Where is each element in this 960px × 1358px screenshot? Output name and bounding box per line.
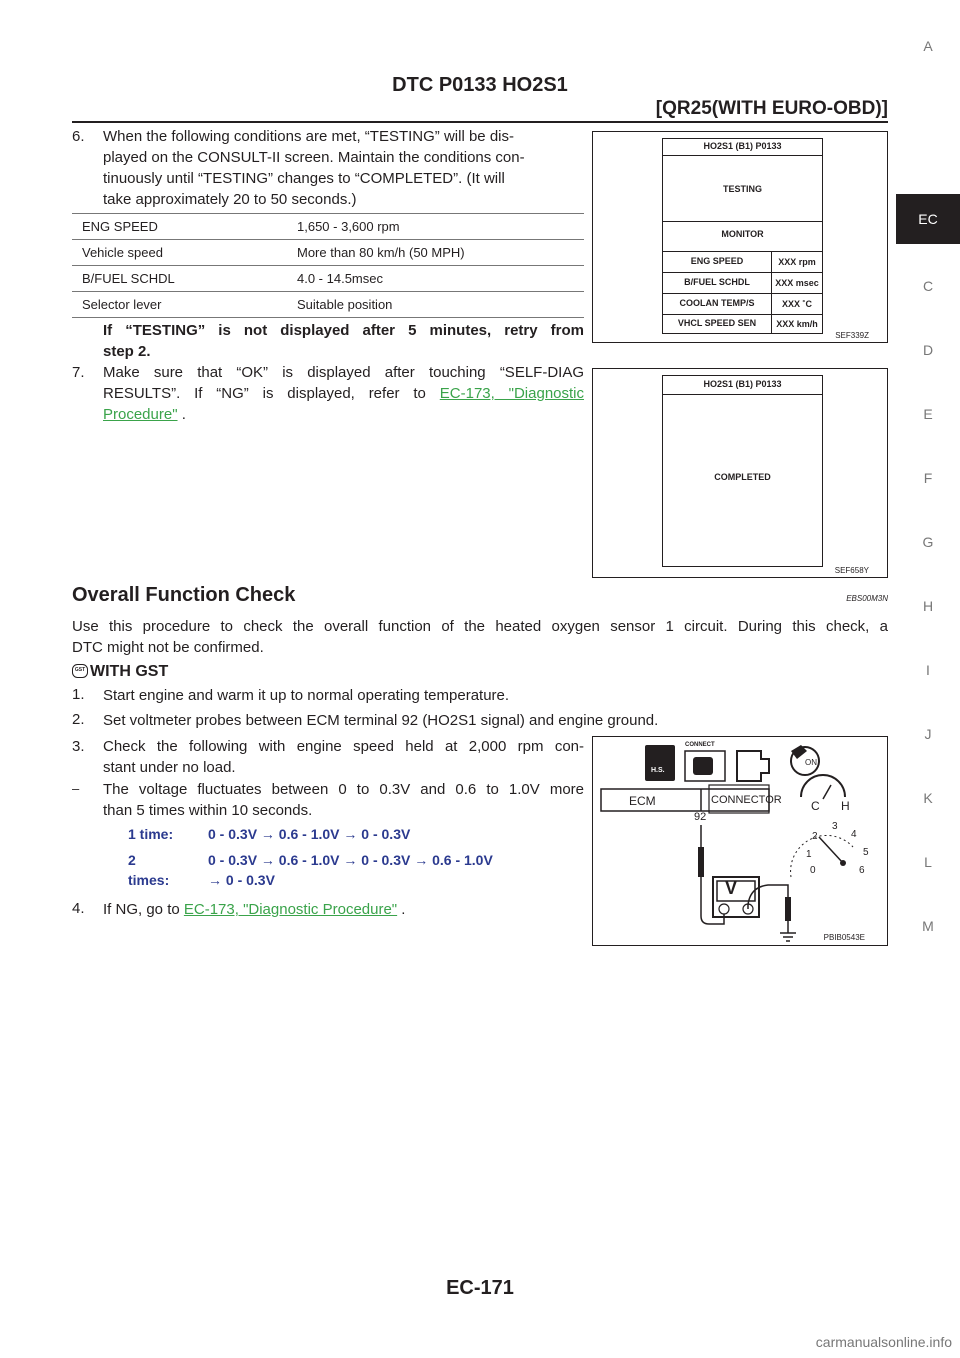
step-6-line: played on the CONSULT-II screen. Maintain the conditions con- (103, 149, 525, 166)
screen-monitor-label: MONITOR (721, 229, 764, 239)
screen-monitor-row (663, 272, 822, 294)
monitor-value: XXX msec (771, 273, 822, 294)
dial-label: 6 (859, 865, 865, 876)
section-index-d[interactable]: D (922, 342, 934, 358)
retry-note-line: step 2. (103, 343, 151, 360)
figure-voltmeter-check (592, 736, 888, 946)
dial-label: 5 (863, 847, 869, 858)
page-subtitle: [QR25(WITH EURO-OBD)] (655, 98, 888, 119)
section-index-ec[interactable]: EC (896, 194, 960, 244)
consult-screen-completed (662, 375, 823, 567)
section-index-j[interactable]: J (924, 726, 932, 742)
cond-2-label-cont: times: (128, 872, 170, 888)
gauge-hot-label: H (841, 799, 850, 813)
diagnostic-procedure-link[interactable]: EC-173, "Diagnostic (439, 385, 585, 402)
condition-value: 4.0 - 14.5msec (287, 266, 584, 292)
terminal-label: 92 (694, 811, 707, 823)
bullet-line: than 5 times within 10 seconds. (103, 802, 313, 819)
screen-status-area (663, 155, 822, 222)
condition-name: Selector lever (72, 292, 287, 318)
section-index-g[interactable]: G (922, 534, 934, 550)
step-6-number: 6. (72, 128, 85, 145)
bullet-dash: – (72, 781, 80, 796)
figure-code: SEF339Z (835, 331, 869, 340)
section-index-c[interactable]: C (922, 278, 934, 294)
step-7-line2-text: RESULTS”. If “NG” is displayed, refer to (103, 385, 426, 402)
section-index-m[interactable]: M (922, 918, 934, 934)
bullet-line: The voltage fluctuates between 0 to 0.3V and 0.6 to 1.0V more (103, 781, 584, 798)
step-7-tail: . (177, 406, 186, 423)
bullet-text (103, 779, 584, 821)
screen-status: TESTING (722, 184, 762, 194)
connector-label: CONNECTOR (711, 794, 782, 806)
screen-monitor-area (663, 221, 822, 252)
screen-monitor-row (663, 293, 822, 315)
step-7-text (103, 362, 584, 425)
section-index-k[interactable]: K (923, 790, 933, 806)
dial-label: 2 (812, 831, 818, 842)
monitor-label: VHCL SPEED SEN (677, 318, 757, 328)
condition-name: ENG SPEED (72, 214, 287, 240)
monitor-value: XXX km/h (771, 315, 822, 333)
step-3-line: stant under no load. (103, 759, 236, 776)
hs-label: H.S. (651, 767, 665, 774)
page-number: EC-171 (446, 1277, 514, 1299)
cond-1-value: 0 - 0.3V → 0.6 - 1.0V → 0 - 0.3V (208, 826, 411, 842)
page-title: DTC P0133 HO2S1 (392, 74, 568, 96)
condition-value: More than 80 km/h (50 MPH) (287, 240, 584, 266)
gst-icon-text: GST (74, 667, 86, 673)
section-heading: Overall Function Check (72, 584, 296, 606)
condition-name: B/FUEL SCHDL (72, 266, 287, 292)
table-row (72, 240, 584, 266)
watermark: carmanualsonline.info (815, 1334, 952, 1350)
screen-monitor-row (663, 314, 822, 333)
step-4-tail: . (397, 901, 406, 918)
section-index-h[interactable]: H (922, 598, 934, 614)
cond-2-value-cont: → 0 - 0.3V (208, 872, 275, 888)
intro-line: DTC might not be confirmed. (72, 639, 264, 656)
dial-label: 1 (806, 849, 812, 860)
step-number: 4. (72, 900, 85, 917)
step-number: 2. (72, 711, 85, 728)
table-row (72, 292, 584, 318)
step-6-text (103, 126, 584, 210)
step-text: Start engine and warm it up to normal operating temperature. (103, 687, 510, 704)
section-index-l[interactable]: L (924, 854, 932, 870)
section-intro (72, 616, 888, 658)
retry-note-line: If “TESTING” is not displayed after 5 minutes, retry from (103, 322, 584, 339)
connect-label: CONNECT (685, 742, 715, 748)
table-row (72, 266, 584, 292)
section-code: EBS00M3N (846, 594, 888, 603)
retry-note (103, 320, 584, 362)
figure-code: SEF658Y (834, 566, 869, 575)
with-gst-title: WITH GST (90, 663, 169, 680)
screen-header: HO2S1 (B1) P0133 (703, 379, 782, 389)
diagnostic-procedure-link-2[interactable]: EC-173, "Diagnostic Procedure" (183, 901, 398, 918)
diagnostic-procedure-link-cont[interactable]: Procedure" (103, 406, 178, 423)
monitor-label: ENG SPEED (690, 256, 744, 266)
step-7-number: 7. (72, 364, 85, 381)
step-6-line: take approximately 20 to 50 seconds.) (103, 191, 357, 208)
intro-line: Use this procedure to check the overall function of the heated oxygen sensor 1 circuit. During this check, a (72, 618, 888, 635)
figure-consult-testing (592, 131, 888, 343)
header-rule (72, 121, 888, 123)
step-7-line: Make sure that “OK” is displayed after touching “SELF-DIAG (103, 364, 584, 381)
step-3-line: Check the following with engine speed held at 2,000 rpm con- (103, 738, 584, 755)
step-number: 3. (72, 738, 85, 755)
dial-label: 3 (832, 821, 838, 832)
screen-status: COMPLETED (714, 472, 771, 482)
dial-label: 0 (810, 865, 816, 876)
screen-monitor-row (663, 251, 822, 273)
table-row (72, 214, 584, 240)
on-label: ON (805, 758, 817, 767)
step-6-line: tinuously until “TESTING” changes to “COMPLETED”. (It will (103, 170, 505, 187)
step-text: Set voltmeter probes between ECM terminal 92 (HO2S1 signal) and engine ground. (103, 712, 659, 729)
cond-1-label: 1 time: (128, 826, 174, 842)
step-7-line2 (103, 383, 584, 404)
gst-icon (72, 664, 88, 678)
step-4-text (103, 899, 405, 920)
monitor-value: XXX rpm (771, 252, 822, 273)
consult-screen-testing (662, 138, 823, 334)
voltmeter-diagram (593, 737, 887, 945)
condition-value: 1,650 - 3,600 rpm (287, 214, 584, 240)
cond-2-value: 0 - 0.3V → 0.6 - 1.0V → 0 - 0.3V → 0.6 - 1.0V (208, 852, 493, 868)
step-4-pre: If NG, go to (103, 901, 180, 918)
monitor-value: XXX ˚C (771, 294, 822, 315)
condition-name: Vehicle speed (72, 240, 287, 266)
step-3-text (103, 736, 584, 778)
figure-consult-completed (592, 368, 888, 578)
step-6-line: When the following conditions are met, “TESTING” will be dis- (103, 128, 514, 145)
section-index-f[interactable]: F (923, 470, 933, 486)
cond-2-label: 2 (128, 852, 136, 868)
gauge-cold-label: C (811, 799, 820, 813)
conditions-table (72, 213, 584, 318)
voltmeter-v-label: V (725, 878, 738, 898)
condition-value: Suitable position (287, 292, 584, 318)
section-index-i[interactable]: I (926, 662, 930, 678)
ecm-label: ECM (629, 794, 656, 808)
section-index-a[interactable]: A (923, 38, 933, 54)
dial-label: 4 (851, 829, 857, 840)
screen-status-area (663, 394, 822, 566)
step-number: 1. (72, 686, 85, 703)
monitor-label: B/FUEL SCHDL (684, 277, 750, 287)
figure-code: PBIB0543E (823, 933, 865, 942)
section-index-e[interactable]: E (923, 406, 933, 422)
monitor-label: COOLAN TEMP/S (679, 298, 755, 308)
screen-header: HO2S1 (B1) P0133 (703, 141, 782, 151)
